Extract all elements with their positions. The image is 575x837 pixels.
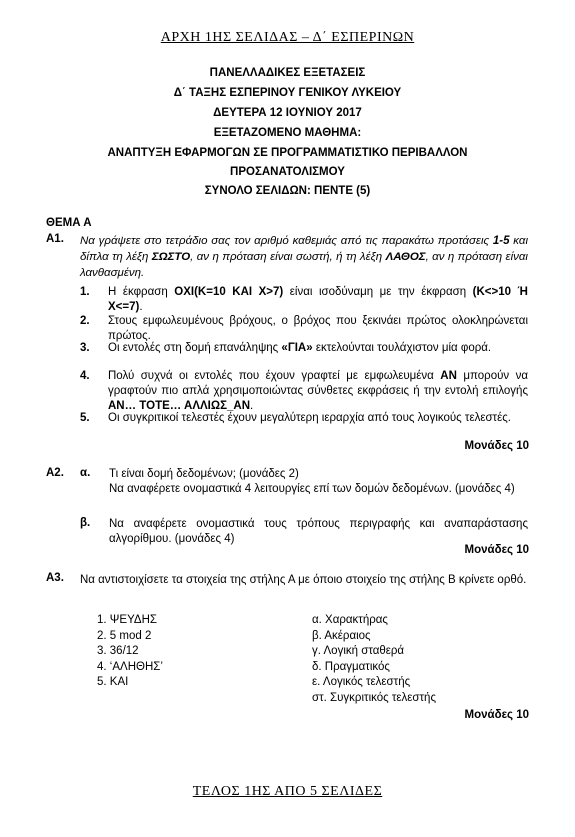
list-item: 2. Στους εμφωλευμένους βρόχους, ο βρόχος που ξεκινάει πρώτος ολοκληρώνεται πρώτος. (80, 315, 528, 342)
subquestion-alpha-text: Τι είναι δομή δεδομένων; (μονάδες 2) Να αναφέρετε ονομαστικά 4 λειτουργίες επί των δομών δεδομένων. (μονάδες 4) (109, 468, 515, 495)
column-a-item: 5. ΚΑΙ (97, 676, 129, 688)
column-a-item: 4. ‘ΑΛΗΘΗΣ’ (97, 660, 163, 673)
column-b-item: β. Ακέραιος (312, 629, 371, 642)
subquestion-beta-label: β. (80, 517, 91, 529)
column-a-item: 1. ΨΕΥΔΗΣ (97, 614, 157, 626)
subquestion-beta-text: Να αναφέρετε ονομαστικά τους τρόπους περιγραφής και αναπαράστασης αλγορίθμου. (μονάδες 4) (109, 518, 528, 545)
question-a1-label: Α1. (46, 233, 64, 245)
title-line: Δ΄ ΤΑΞΗΣ ΕΣΠΕΡΙΝΟΥ ΓΕΝΙΚΟΥ ΛΥΚΕΙΟΥ (173, 87, 402, 99)
page-header: ΑΡΧΗ 1ΗΣ ΣΕΛΙΔΑΣ – Δ΄ ΕΣΠΕΡΙΝΩΝ (160, 30, 415, 45)
title-line: ΑΝΑΠΤΥΞΗ ΕΦΑΡΜΟΓΩΝ ΣΕ ΠΡΟΓΡΑΜΜΑΤΙΣΤΙΚΟ ΠΕΡΙΒΑΛΛΟΝ (107, 147, 468, 159)
list-item: 1. Η έκφραση ΟΧΙ(Κ=10 ΚΑΙ Χ>7) είναι ισοδύναμη με την έκφραση (Κ<>10 Ή Χ<=7). (80, 286, 528, 313)
column-a-item: 3. 36/12 (97, 645, 139, 657)
title-line: ΣΥΝΟΛΟ ΣΕΛΙΔΩΝ: ΠΕΝΤΕ (5) (204, 185, 371, 197)
title-line: ΠΡΟΣΑΝΑΤΟΛΙΣΜΟΥ (230, 166, 345, 178)
theme-heading: ΘΕΜΑ Α (46, 217, 92, 229)
question-a1-instructions: Να γράψετε στο τετράδιο σας τον αριθμό καθεμιάς από τις παρακάτω προτάσεις 1-5 και δίπλα τη λέξη ΣΩΣΤΟ, αν η πρόταση είναι σωστή, ή τη λέξη ΛΑΘΟΣ, αν η πρόταση είναι λανθασμένη. (80, 235, 528, 279)
units-a1: Μονάδες 10 (464, 440, 529, 452)
column-a (97, 613, 163, 691)
question-a2-label: Α2. (46, 467, 64, 479)
title-line: ΠΑΝΕΛΛΑΔΙΚΕΣ ΕΞΕΤΑΣΕΙΣ (209, 67, 366, 79)
column-b-item: δ. Πραγματικός (312, 660, 390, 673)
page-footer: ΤΕΛΟΣ 1ΗΣ ΑΠΟ 5 ΣΕΛΙΔΕΣ (192, 784, 383, 799)
list-item: 5. Οι συγκριτικοί τελεστές έχουν μεγαλύτερη ιεραρχία από τους λογικούς τελεστές. (80, 412, 511, 424)
list-item: 3. Οι εντολές στη δομή επανάληψης «ΓΙΑ» εκτελούνται τουλάχιστον μία φορά. (80, 342, 492, 354)
title-line: ΔΕΥΤΕΡΑ 12 ΙΟΥΝΙΟΥ 2017 (213, 107, 362, 119)
title-line: ΕΞΕΤΑΖΟΜΕΝΟ ΜΑΘΗΜΑ: (213, 127, 362, 139)
question-a3-label: Α3. (46, 572, 64, 584)
units-a3: Μονάδες 10 (464, 709, 529, 721)
subquestion-alpha-label: α. (80, 467, 91, 479)
column-a-item: 2. 5 mod 2 (97, 629, 152, 642)
column-b (312, 613, 436, 706)
units-a2: Μονάδες 10 (464, 544, 529, 556)
column-b-item: στ. Συγκριτικός τελεστής (312, 691, 436, 704)
column-b-item: ε. Λογικός τελεστής (312, 676, 411, 688)
column-b-item: γ. Λογική σταθερά (312, 645, 405, 657)
question-a3-text: Να αντιστοιχίσετε τα στοιχεία της στήλης Α με όποιο στοιχείο της στήλης Β κρίνετε ορθό. (80, 574, 527, 586)
column-b-item: α. Χαρακτήρας (312, 614, 388, 626)
list-item: 4. Πολύ συχνά οι εντολές που έχουν γραφτεί με εμφωλευμένα ΑΝ μπορούν να γραφτούν πιο απλά χρησιμοποιώντας σύνθετες εκφράσεις ή την εντολή επιλογής ΑΝ… ΤΟΤΕ… ΑΛΛΙΩΣ_ΑΝ. (80, 370, 528, 412)
